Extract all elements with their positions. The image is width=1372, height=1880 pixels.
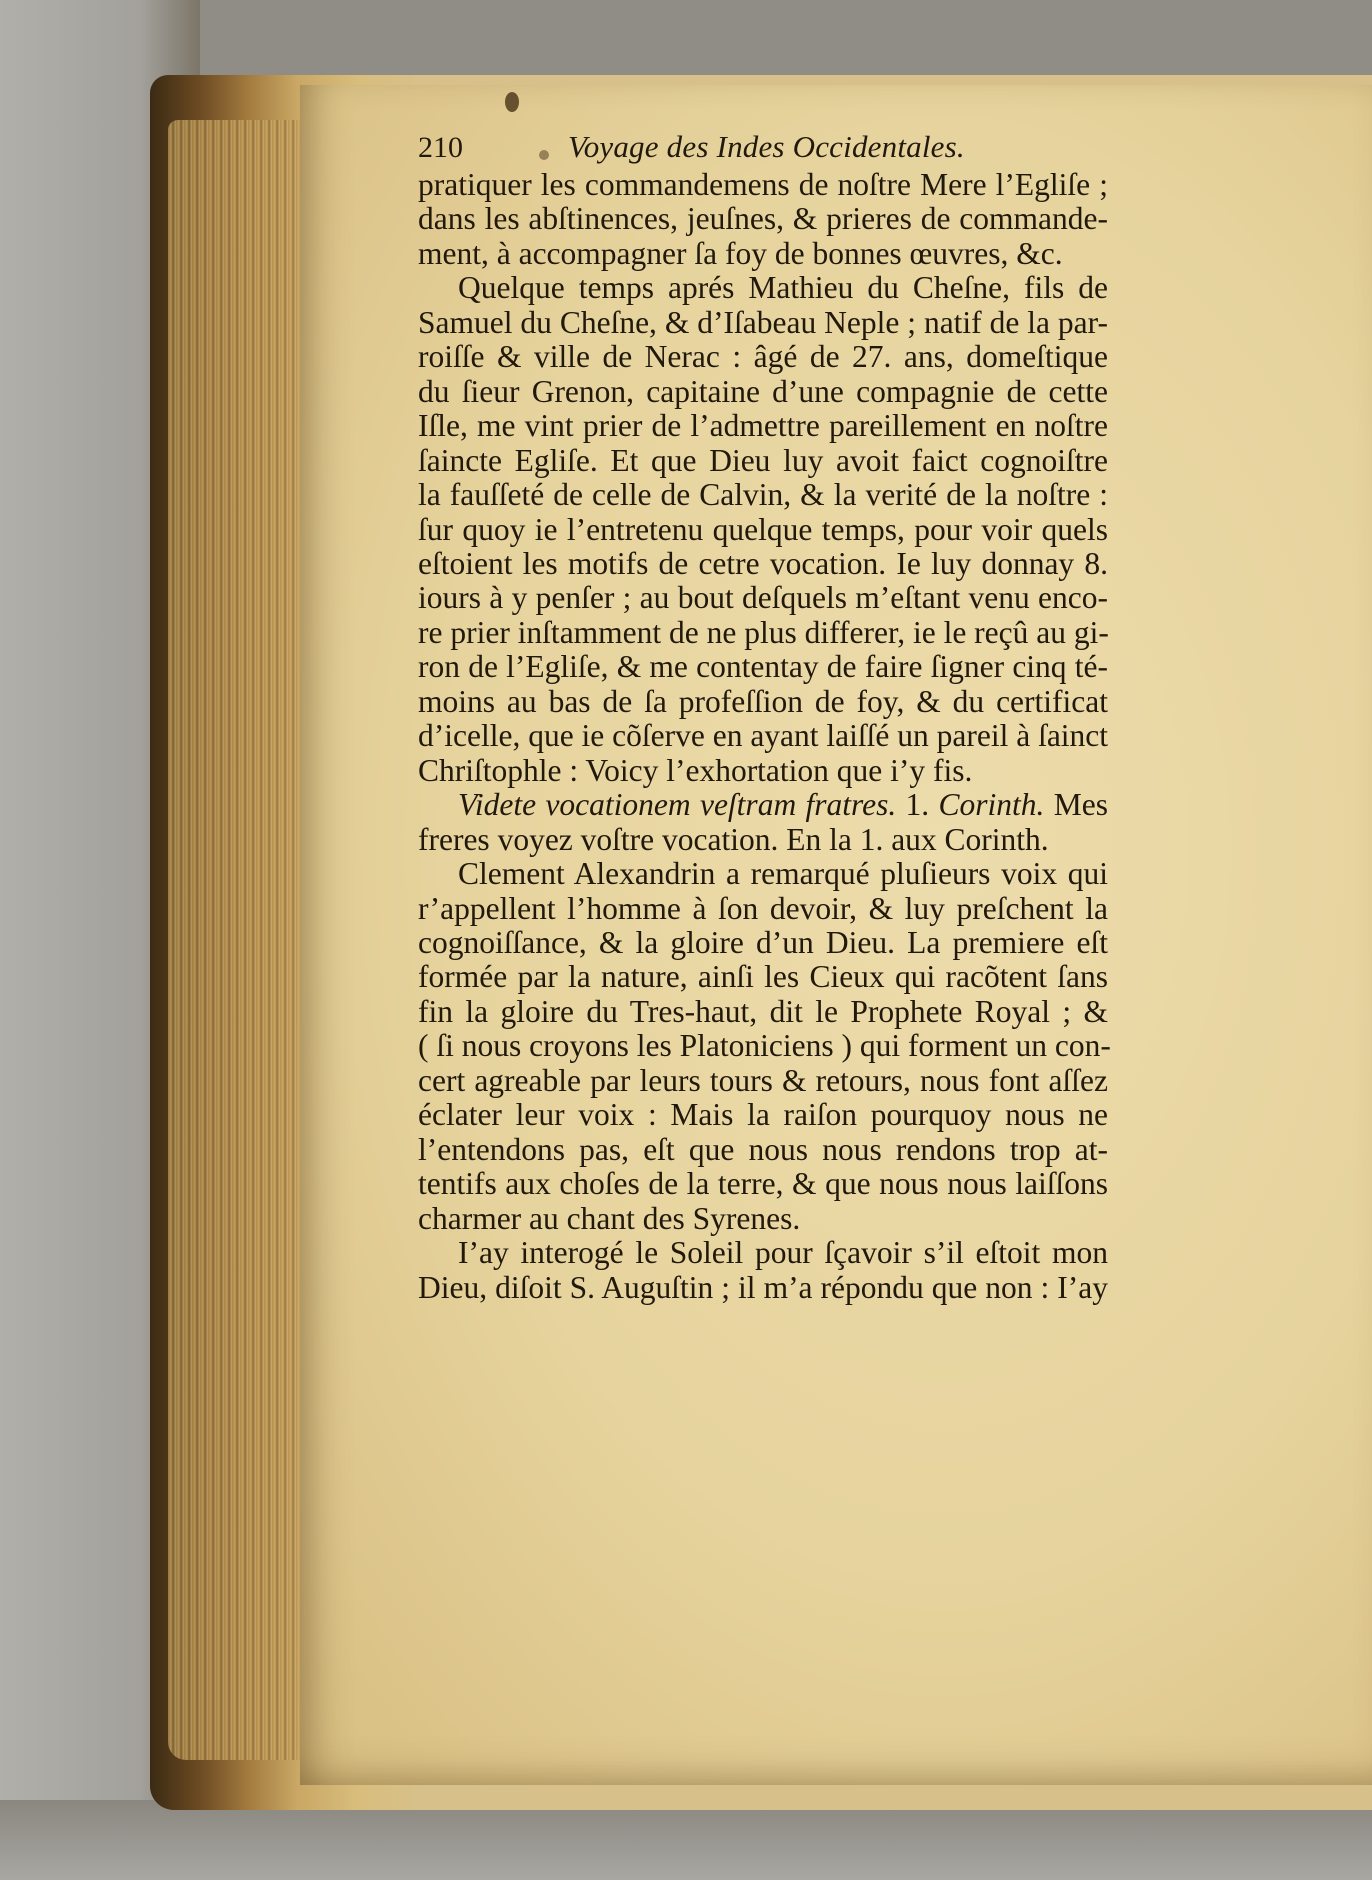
text-line: Chriſtophle : Voicy l’exhortation que i’y fis. — [418, 752, 973, 788]
text-line — [418, 788, 1108, 822]
ink-stain — [505, 92, 519, 112]
text-line: du ſieur Grenon, capitaine d’une compagnie de cette — [418, 373, 1108, 409]
text-line: Samuel du Cheſne, & d’Iſabeau Neple ; natif de la par- — [418, 304, 1108, 340]
italic-text: Videte vocationem veſtram fratres. — [458, 787, 897, 823]
text-line: éclater leur voix : Mais la raiſon pourquoy nous ne — [418, 1097, 1108, 1133]
text-line: iours à y penſer ; au bout deſquels m’eſtant venu enco- — [418, 580, 1108, 616]
text-line: ſur quoy ie l’entretenu quelque temps, pour voir quels — [418, 511, 1108, 547]
text-line: Clement Alexandrin a remarqué pluſieurs voix qui — [458, 856, 1108, 892]
text-line: ment, à accompagner ſa foy de bonnes œuvres, &c. — [418, 235, 1063, 271]
text-line: eſtoient les motifs de cetre vocation. Ie luy donnay 8. — [418, 545, 1108, 581]
page-header — [418, 130, 1108, 168]
text-line: moins au bas de ſa profeſſion de foy, & du certificat — [418, 683, 1108, 719]
page-text — [418, 129, 1111, 1305]
italic-text: Corinth. — [938, 787, 1045, 823]
text-line: freres voyez voſtre vocation. En la 1. aux Corinth. — [418, 821, 1049, 857]
roman-text: Mes — [1044, 787, 1108, 823]
text-line: ( ſi nous croyons les Platoniciens ) qui forment un con- — [418, 1028, 1111, 1064]
text-line: l’entendons pas, eſt que nous nous rendons trop at- — [418, 1131, 1108, 1167]
text-line: charmer au chant des Syrenes. — [418, 1200, 801, 1236]
text-line: pratiquer les commandemens de noſtre Mere l’Egliſe ; — [418, 167, 1108, 202]
text-line: Iſle, me vint prier de l’admettre pareillement en noſtre — [418, 408, 1108, 444]
text-line: tentifs aux choſes de la terre, & que nous nous laiſſons — [418, 1166, 1108, 1202]
page-number: 210 — [418, 131, 463, 164]
text-line: fin la gloire du Tres-haut, dit le Prophete Royal ; & — [418, 993, 1108, 1029]
body-text — [418, 167, 1111, 1305]
text-line: cert agreable par leurs tours & retours, nous font aſſez — [418, 1062, 1108, 1098]
text-line: la fauſſeté de celle de Calvin, & la verité de la noſtre : — [418, 477, 1108, 513]
text-line: roiſſe & ville de Nerac : âgé de 27. ans, domeſtique — [418, 339, 1108, 375]
page-edges — [168, 120, 308, 1760]
text-line: Quelque temps aprés Mathieu du Cheſne, fils de — [458, 270, 1108, 306]
text-line: formée par la nature, ainſi les Cieux qui racõtent ſans — [418, 959, 1108, 995]
background-bottom — [0, 1800, 1372, 1880]
text-line: dans les abſtinences, jeuſnes, & prieres de commande- — [418, 201, 1108, 237]
text-line: re prier inſtamment de ne plus differer, ie le reçû au gi- — [418, 614, 1109, 650]
text-line: I’ay interogé le Soleil pour ſçavoir s’il eſtoit mon — [458, 1235, 1108, 1271]
text-line: d’icelle, que ie cõſerve en ayant laiſſé un pareil à ſainct — [418, 718, 1109, 754]
text-line: Dieu, diſoit S. Auguſtin ; il m’a répondu que non : I’ay — [418, 1269, 1108, 1305]
text-line: cognoiſſance, & la gloire d’un Dieu. La premiere eſt — [418, 924, 1108, 960]
running-title: Voyage des Indes Occidentales. — [568, 129, 965, 164]
text-line: ron de l’Egliſe, & me contentay de faire ſigner cinq té- — [418, 649, 1108, 685]
roman-text: 1. — [896, 787, 939, 823]
text-line: r’appellent l’homme à ſon devoir, & luy preſchent la — [418, 890, 1108, 926]
text-line: ſaincte Egliſe. Et que Dieu luy avoit faict cognoiſtre — [418, 442, 1108, 478]
